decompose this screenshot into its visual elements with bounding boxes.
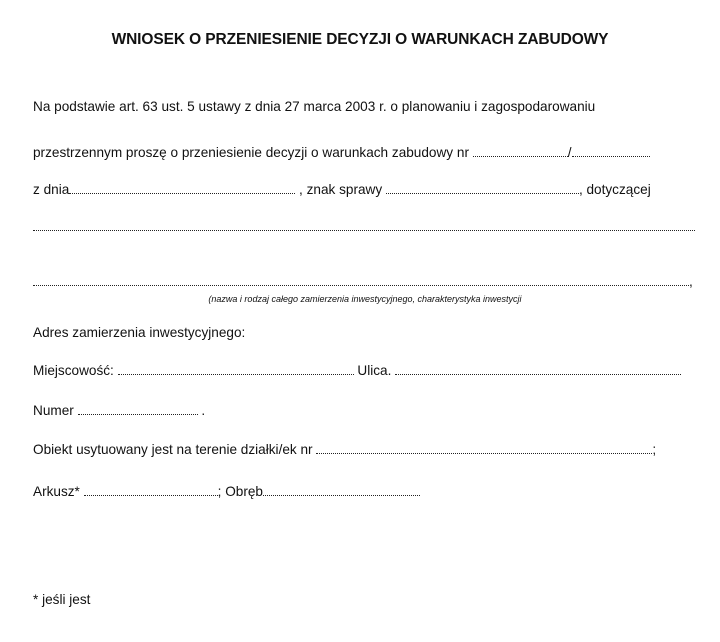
- date-field[interactable]: [69, 182, 295, 194]
- number-row: [33, 402, 205, 420]
- street-field[interactable]: [395, 363, 681, 375]
- paragraph-line-3: [33, 181, 651, 199]
- locality-label: Miejscowość:: [33, 363, 118, 378]
- investment-description-field-2[interactable]: [33, 274, 689, 286]
- sheet-end: ;: [217, 484, 226, 499]
- locality-street-row: [33, 362, 681, 380]
- line-5-comma: ,: [689, 274, 693, 289]
- address-heading: Adres zamierzenia inwestycyjnego:: [33, 325, 246, 340]
- plot-label: Obiekt usytuowany jest na terenie działki/ek nr: [33, 442, 317, 457]
- decision-number-label: przestrzennym proszę o przeniesienie decyzji o warunkach zabudowy nr: [33, 145, 473, 160]
- footnote: * jeśli jest: [33, 592, 91, 607]
- date-label: z dnia: [33, 182, 70, 197]
- plot-end: ;: [652, 442, 657, 457]
- sheet-field[interactable]: [84, 484, 218, 496]
- investment-description-caption: (nazwa i rodzaj całego zamierzenia inwestycyjnego, charakterystyka inwestycji: [208, 294, 522, 304]
- investment-description-field-1[interactable]: [33, 219, 695, 231]
- sheet-precinct-row: [33, 483, 420, 501]
- number-end: .: [197, 403, 206, 418]
- paragraph-line-2: [33, 144, 650, 162]
- paragraph-line-1: Na podstawie art. 63 ust. 5 ustawy z dnia 27 marca 2003 r. o planowaniu i zagospodarowaniu: [33, 99, 596, 114]
- decision-number-separator: /: [567, 145, 572, 160]
- concerning-label: , dotyczącej: [578, 182, 651, 197]
- locality-field[interactable]: [118, 363, 354, 375]
- sheet-label: Arkusz*: [33, 484, 84, 499]
- case-number-label: , znak sprawy: [295, 182, 386, 197]
- case-number-field[interactable]: [386, 182, 579, 194]
- plot-row: [33, 441, 656, 459]
- street-label: Ulica.: [353, 363, 396, 378]
- decision-number-year-field[interactable]: [572, 145, 650, 157]
- precinct-field[interactable]: [263, 484, 420, 496]
- plot-number-field[interactable]: [316, 442, 652, 454]
- precinct-label: Obręb: [225, 484, 263, 499]
- paragraph-line-5: [33, 273, 695, 291]
- number-field[interactable]: [78, 403, 198, 415]
- number-label: Numer: [33, 403, 78, 418]
- document-title: WNIOSEK O PRZENIESIENIE DECYZJI O WARUNKACH ZABUDOWY: [111, 31, 609, 48]
- decision-number-field[interactable]: [473, 145, 568, 157]
